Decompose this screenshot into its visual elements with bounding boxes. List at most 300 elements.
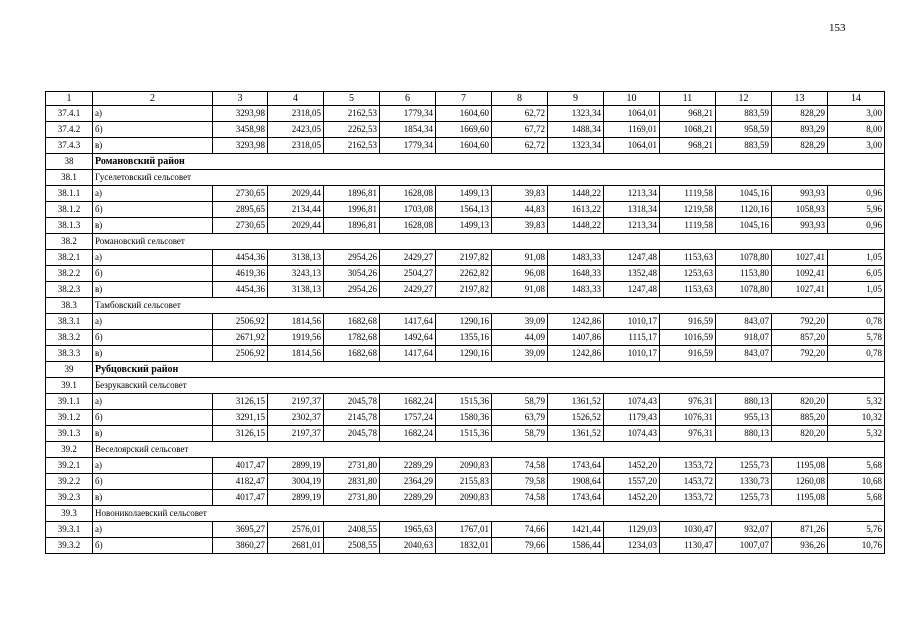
value-cell: 1064,01 [604,106,660,122]
row-code: 39.2.2 [46,474,93,490]
row-label: б) [93,538,213,554]
value-cell: 1448,22 [548,218,604,234]
row-label: в) [93,138,213,154]
value-cell: 1007,07 [716,538,772,554]
value-cell: 1195,08 [772,490,828,506]
value-cell: 1417,64 [380,314,436,330]
value-cell: 1016,59 [660,330,716,346]
value-cell: 3293,98 [213,138,268,154]
row-label: б) [93,330,213,346]
column-header: 6 [380,92,436,106]
value-cell: 883,59 [716,138,772,154]
row-code: 38.1.2 [46,202,93,218]
value-cell: 1242,86 [548,346,604,362]
district-title: Романовский район [93,154,885,170]
table-row [46,474,885,490]
value-cell: 1814,56 [268,314,324,330]
column-header: 1 [46,92,93,106]
value-cell: 74,66 [492,522,548,538]
value-cell: 3126,15 [213,394,268,410]
value-cell: 3,00 [828,138,885,154]
value-cell: 880,13 [716,394,772,410]
value-cell: 2899,19 [268,458,324,474]
value-cell: 1115,17 [604,330,660,346]
row-code: 38.3.2 [46,330,93,346]
value-cell: 1682,68 [324,314,380,330]
value-cell: 5,68 [828,458,885,474]
row-code: 38.1.1 [46,186,93,202]
value-cell: 1255,73 [716,458,772,474]
value-cell: 1234,03 [604,538,660,554]
value-cell: 1452,20 [604,458,660,474]
value-cell: 1323,34 [548,138,604,154]
value-cell: 2895,65 [213,202,268,218]
value-cell: 3291,15 [213,410,268,426]
value-cell: 976,31 [660,426,716,442]
value-cell: 2504,27 [380,266,436,282]
column-header: 10 [604,92,660,106]
value-cell: 1919,56 [268,330,324,346]
row-label: а) [93,250,213,266]
value-cell: 1896,81 [324,218,380,234]
value-cell: 2197,82 [436,282,492,298]
column-header: 9 [548,92,604,106]
value-cell: 2029,44 [268,218,324,234]
value-cell: 1814,56 [268,346,324,362]
council-title: Безрукавский сельсовет [93,378,885,394]
row-label: а) [93,394,213,410]
value-cell: 1648,33 [548,266,604,282]
value-cell: 1421,44 [548,522,604,538]
row-code: 38 [46,154,93,170]
table-row [46,218,885,234]
table-row [46,330,885,346]
value-cell: 792,20 [772,346,828,362]
value-cell: 1492,64 [380,330,436,346]
value-cell: 91,08 [492,282,548,298]
value-cell: 1669,60 [436,122,492,138]
value-cell: 3695,27 [213,522,268,538]
table-row [46,458,885,474]
council-row [46,506,885,522]
value-cell: 1352,48 [604,266,660,282]
value-cell: 58,79 [492,394,548,410]
value-cell: 958,59 [716,122,772,138]
value-cell: 1129,03 [604,522,660,538]
council-row [46,298,885,314]
value-cell: 1488,34 [548,122,604,138]
value-cell: 932,07 [716,522,772,538]
row-label: в) [93,346,213,362]
row-label: в) [93,282,213,298]
value-cell: 918,07 [716,330,772,346]
value-cell: 1219,58 [660,202,716,218]
value-cell: 1253,63 [660,266,716,282]
value-cell: 2364,29 [380,474,436,490]
value-cell: 857,20 [772,330,828,346]
value-cell: 828,29 [772,138,828,154]
row-label: а) [93,522,213,538]
council-title: Веселоярский сельсовет [93,442,885,458]
council-row [46,234,885,250]
value-cell: 1260,08 [772,474,828,490]
value-cell: 1896,81 [324,186,380,202]
value-cell: 4017,47 [213,490,268,506]
row-code: 38.2.3 [46,282,93,298]
value-cell: 1782,68 [324,330,380,346]
value-cell: 1119,58 [660,186,716,202]
value-cell: 2508,55 [324,538,380,554]
value-cell: 1682,24 [380,426,436,442]
value-cell: 1515,36 [436,394,492,410]
value-cell: 8,00 [828,122,885,138]
table-row [46,490,885,506]
table-row [46,250,885,266]
row-label: а) [93,186,213,202]
value-cell: 96,08 [492,266,548,282]
value-cell: 2134,44 [268,202,324,218]
value-cell: 5,96 [828,202,885,218]
row-code: 39.1 [46,378,93,394]
value-cell: 2408,55 [324,522,380,538]
row-code: 39.1.1 [46,394,93,410]
row-label: б) [93,122,213,138]
value-cell: 993,93 [772,218,828,234]
column-header: 4 [268,92,324,106]
value-cell: 1318,34 [604,202,660,218]
value-cell: 2429,27 [380,282,436,298]
value-cell: 1,05 [828,250,885,266]
table-row [46,202,885,218]
row-code: 37.4.3 [46,138,93,154]
value-cell: 1448,22 [548,186,604,202]
tariff-table [45,91,885,554]
value-cell: 4454,36 [213,282,268,298]
value-cell: 1604,60 [436,138,492,154]
value-cell: 1564,13 [436,202,492,218]
value-cell: 1908,64 [548,474,604,490]
value-cell: 2506,92 [213,346,268,362]
value-cell: 5,32 [828,394,885,410]
value-cell: 39,83 [492,218,548,234]
value-cell: 0,96 [828,218,885,234]
value-cell: 1247,48 [604,250,660,266]
value-cell: 1483,33 [548,250,604,266]
value-cell: 1779,34 [380,138,436,154]
council-row [46,378,885,394]
value-cell: 1010,17 [604,314,660,330]
row-label: а) [93,106,213,122]
value-cell: 39,09 [492,314,548,330]
value-cell: 843,07 [716,346,772,362]
value-cell: 1030,47 [660,522,716,538]
value-cell: 976,31 [660,394,716,410]
row-label: а) [93,314,213,330]
column-header: 11 [660,92,716,106]
value-cell: 10,32 [828,410,885,426]
value-cell: 3138,13 [268,282,324,298]
value-cell: 2090,83 [436,490,492,506]
value-cell: 4619,36 [213,266,268,282]
table-row [46,122,885,138]
district-row [46,362,885,378]
value-cell: 1195,08 [772,458,828,474]
value-cell: 2954,26 [324,282,380,298]
council-row [46,442,885,458]
value-cell: 39,09 [492,346,548,362]
value-cell: 44,09 [492,330,548,346]
value-cell: 1076,31 [660,410,716,426]
value-cell: 843,07 [716,314,772,330]
value-cell: 1604,60 [436,106,492,122]
table-row [46,138,885,154]
row-label: в) [93,218,213,234]
value-cell: 1153,80 [716,266,772,282]
table-row [46,394,885,410]
value-cell: 916,59 [660,346,716,362]
value-cell: 3126,15 [213,426,268,442]
council-row [46,170,885,186]
value-cell: 2262,82 [436,266,492,282]
value-cell: 955,13 [716,410,772,426]
page-number: 153 [829,22,846,34]
value-cell: 1586,44 [548,538,604,554]
value-cell: 1996,81 [324,202,380,218]
table-row [46,186,885,202]
value-cell: 1682,68 [324,346,380,362]
row-label: а) [93,458,213,474]
value-cell: 6,05 [828,266,885,282]
value-cell: 1557,20 [604,474,660,490]
value-cell: 2730,65 [213,186,268,202]
value-cell: 10,76 [828,538,885,554]
column-header: 7 [436,92,492,106]
value-cell: 1767,01 [436,522,492,538]
value-cell: 968,21 [660,138,716,154]
row-code: 38.1.3 [46,218,93,234]
value-cell: 1242,86 [548,314,604,330]
value-cell: 1832,01 [436,538,492,554]
column-header: 5 [324,92,380,106]
row-code: 39.2.1 [46,458,93,474]
value-cell: 1045,16 [716,186,772,202]
value-cell: 1213,34 [604,218,660,234]
value-cell: 2040,63 [380,538,436,554]
column-header: 3 [213,92,268,106]
district-title: Рубцовский район [93,362,885,378]
value-cell: 1743,64 [548,490,604,506]
value-cell: 2289,29 [380,458,436,474]
value-cell: 3,00 [828,106,885,122]
value-cell: 820,20 [772,426,828,442]
column-header-row [46,92,885,106]
value-cell: 1153,63 [660,282,716,298]
value-cell: 1965,63 [380,522,436,538]
value-cell: 1703,08 [380,202,436,218]
council-title: Новониколаевский сельсовет [93,506,885,522]
council-title: Гуселетовский сельсовет [93,170,885,186]
value-cell: 1078,80 [716,282,772,298]
row-code: 39.1.2 [46,410,93,426]
value-cell: 3860,27 [213,538,268,554]
value-cell: 5,76 [828,522,885,538]
value-cell: 4017,47 [213,458,268,474]
value-cell: 3243,13 [268,266,324,282]
value-cell: 2731,80 [324,458,380,474]
value-cell: 2197,37 [268,426,324,442]
value-cell: 871,26 [772,522,828,538]
value-cell: 1179,43 [604,410,660,426]
value-cell: 820,20 [772,394,828,410]
value-cell: 1613,22 [548,202,604,218]
value-cell: 10,68 [828,474,885,490]
column-header: 13 [772,92,828,106]
value-cell: 2899,19 [268,490,324,506]
value-cell: 3293,98 [213,106,268,122]
value-cell: 1074,43 [604,394,660,410]
row-code: 38.3.1 [46,314,93,330]
value-cell: 1290,16 [436,346,492,362]
value-cell: 792,20 [772,314,828,330]
value-cell: 2045,78 [324,394,380,410]
column-header: 14 [828,92,885,106]
value-cell: 828,29 [772,106,828,122]
value-cell: 2197,37 [268,394,324,410]
value-cell: 1064,01 [604,138,660,154]
value-cell: 2155,83 [436,474,492,490]
value-cell: 1074,43 [604,426,660,442]
value-cell: 2318,05 [268,106,324,122]
value-cell: 74,58 [492,490,548,506]
value-cell: 1323,34 [548,106,604,122]
row-code: 39.3 [46,506,93,522]
value-cell: 39,83 [492,186,548,202]
table-row [46,410,885,426]
value-cell: 1353,72 [660,490,716,506]
value-cell: 2671,92 [213,330,268,346]
value-cell: 880,13 [716,426,772,442]
value-cell: 2318,05 [268,138,324,154]
value-cell: 968,21 [660,106,716,122]
value-cell: 2302,37 [268,410,324,426]
value-cell: 1526,52 [548,410,604,426]
value-cell: 1417,64 [380,346,436,362]
column-header: 12 [716,92,772,106]
value-cell: 5,32 [828,426,885,442]
value-cell: 893,29 [772,122,828,138]
value-cell: 1247,48 [604,282,660,298]
value-cell: 1130,47 [660,538,716,554]
value-cell: 1078,80 [716,250,772,266]
value-cell: 4182,47 [213,474,268,490]
value-cell: 1213,34 [604,186,660,202]
value-cell: 1515,36 [436,426,492,442]
value-cell: 1153,63 [660,250,716,266]
value-cell: 1854,34 [380,122,436,138]
value-cell: 1453,72 [660,474,716,490]
value-cell: 1628,08 [380,186,436,202]
value-cell: 3138,13 [268,250,324,266]
value-cell: 1628,08 [380,218,436,234]
value-cell: 2289,29 [380,490,436,506]
value-cell: 1290,16 [436,314,492,330]
value-cell: 2423,05 [268,122,324,138]
value-cell: 1483,33 [548,282,604,298]
row-code: 39.2 [46,442,93,458]
value-cell: 2429,27 [380,250,436,266]
value-cell: 1058,93 [772,202,828,218]
council-title: Тамбовский сельсовет [93,298,885,314]
value-cell: 2029,44 [268,186,324,202]
district-row [46,154,885,170]
row-label: б) [93,266,213,282]
value-cell: 2681,01 [268,538,324,554]
value-cell: 79,58 [492,474,548,490]
table-row [46,522,885,538]
value-cell: 1045,16 [716,218,772,234]
row-label: в) [93,490,213,506]
value-cell: 2731,80 [324,490,380,506]
row-code: 38.2.2 [46,266,93,282]
value-cell: 1361,52 [548,394,604,410]
value-cell: 1743,64 [548,458,604,474]
column-header: 8 [492,92,548,106]
row-code: 39.1.3 [46,426,93,442]
value-cell: 79,66 [492,538,548,554]
table-row [46,346,885,362]
row-code: 37.4.2 [46,122,93,138]
value-cell: 1361,52 [548,426,604,442]
value-cell: 2197,82 [436,250,492,266]
value-cell: 2090,83 [436,458,492,474]
council-title: Романовский сельсовет [93,234,885,250]
table-row [46,314,885,330]
value-cell: 74,58 [492,458,548,474]
value-cell: 2954,26 [324,250,380,266]
value-cell: 5,78 [828,330,885,346]
value-cell: 1169,01 [604,122,660,138]
value-cell: 1092,41 [772,266,828,282]
row-code: 38.2 [46,234,93,250]
row-code: 39.3.1 [46,522,93,538]
value-cell: 1010,17 [604,346,660,362]
value-cell: 1027,41 [772,250,828,266]
table-row [46,266,885,282]
value-cell: 44,83 [492,202,548,218]
row-label: б) [93,202,213,218]
value-cell: 1499,13 [436,218,492,234]
column-header: 2 [93,92,213,106]
table-row [46,538,885,554]
value-cell: 1119,58 [660,218,716,234]
row-code: 38.1 [46,170,93,186]
row-code: 39.2.3 [46,490,93,506]
row-code: 39 [46,362,93,378]
value-cell: 1757,24 [380,410,436,426]
value-cell: 993,93 [772,186,828,202]
value-cell: 1353,72 [660,458,716,474]
value-cell: 885,20 [772,410,828,426]
value-cell: 63,79 [492,410,548,426]
row-code: 37.4.1 [46,106,93,122]
value-cell: 0,96 [828,186,885,202]
value-cell: 1407,86 [548,330,604,346]
value-cell: 1580,36 [436,410,492,426]
value-cell: 62,72 [492,138,548,154]
value-cell: 1682,24 [380,394,436,410]
value-cell: 4454,36 [213,250,268,266]
value-cell: 1027,41 [772,282,828,298]
